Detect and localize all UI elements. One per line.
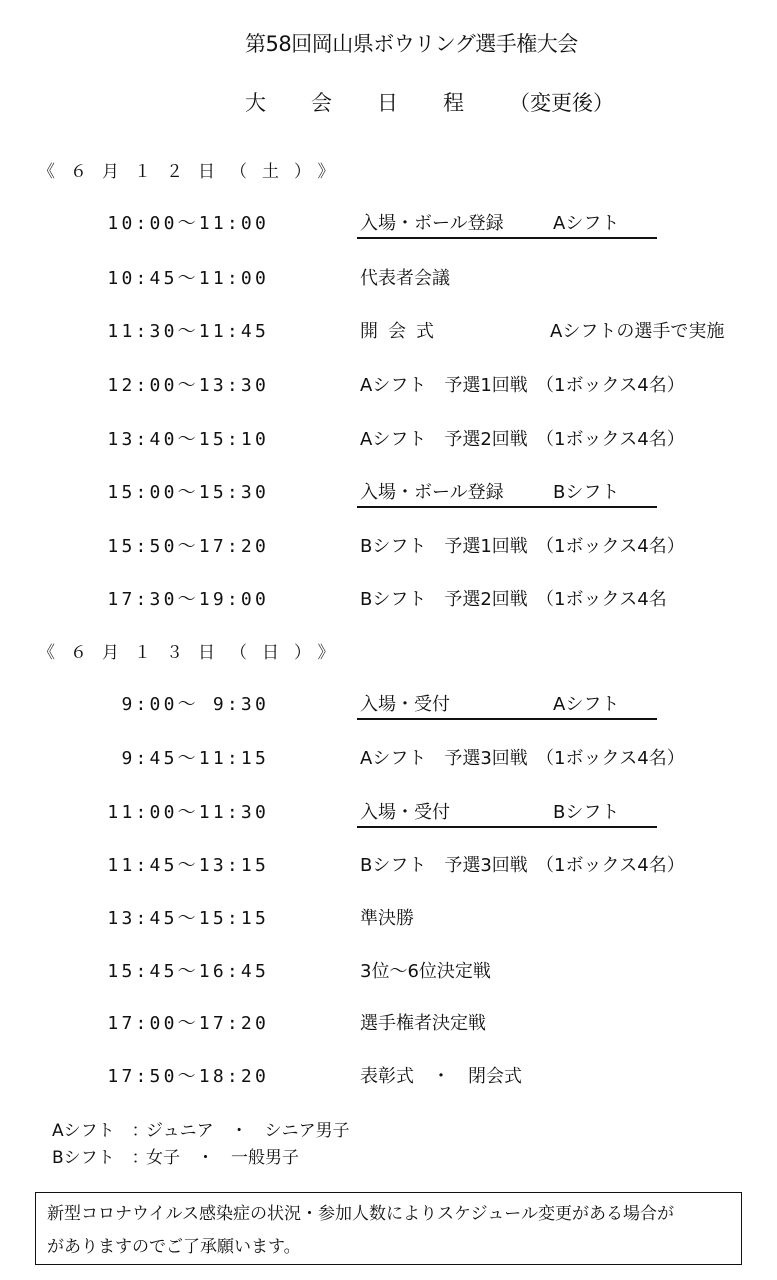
row-time: 17:30～19:00 xyxy=(107,589,269,610)
row-event: Bシフト 予選3回戦 xyxy=(360,855,528,876)
row-tag: （1ボックス4名） xyxy=(536,855,685,876)
row-tag: （1ボックス4名） xyxy=(536,536,685,557)
document-title: 第58回岡山県ボウリング選手権大会 xyxy=(245,32,578,56)
row-time: 11:00～11:30 xyxy=(107,802,269,823)
row-time: 13:45～15:15 xyxy=(107,908,269,929)
schedule-row xyxy=(0,957,777,987)
legend-key: Aシフト ： xyxy=(52,1121,149,1141)
schedule-row xyxy=(0,851,777,881)
row-tag: （1ボックス4名） xyxy=(536,375,685,396)
row-event: 開会式 xyxy=(360,321,444,342)
subtitle-suffix: （変更後） xyxy=(509,91,614,115)
row-underline xyxy=(357,237,657,239)
day2-header: 《６月１３日（日）》 xyxy=(38,643,350,663)
row-time: 11:45～13:15 xyxy=(107,855,269,876)
row-event: Bシフト 予選1回戦 xyxy=(360,536,528,557)
schedule-row xyxy=(0,1009,777,1039)
row-event: Bシフト 予選2回戦 xyxy=(360,589,528,610)
row-event: 入場・受付 xyxy=(360,802,450,823)
row-event: 代表者会議 xyxy=(360,268,450,289)
row-event: Aシフト 予選2回戦 xyxy=(360,429,528,450)
row-tag: Aシフトの選手で実施 xyxy=(550,321,725,342)
row-time: 9:00～ 9:30 xyxy=(121,694,269,715)
row-time: 15:00～15:30 xyxy=(107,482,269,503)
row-tag: Aシフト xyxy=(553,694,620,715)
schedule-row xyxy=(0,798,777,828)
row-tag: Aシフト xyxy=(553,213,620,234)
schedule-row xyxy=(0,371,777,401)
row-time: 17:50～18:20 xyxy=(107,1066,269,1087)
row-event: 準決勝 xyxy=(360,908,414,929)
row-time: 10:45～11:00 xyxy=(107,268,269,289)
row-tag: （1ボックス4名 xyxy=(536,589,667,610)
notice-line-2: がありますのでご了承願います。 xyxy=(47,1237,301,1257)
row-tag: （1ボックス4名） xyxy=(536,429,685,450)
day1-header: 《６月１２日（土）》 xyxy=(38,162,350,182)
row-event: 入場・ボール登録 xyxy=(360,213,504,234)
schedule-row xyxy=(0,690,777,720)
row-event: 選手権者決定戦 xyxy=(360,1013,486,1034)
schedule-row xyxy=(0,532,777,562)
row-tag: （1ボックス4名） xyxy=(536,748,685,769)
schedule-row xyxy=(0,744,777,774)
row-tag: Bシフト xyxy=(553,802,620,823)
legend-item xyxy=(52,1116,350,1141)
schedule-row xyxy=(0,1062,777,1092)
legend-item xyxy=(52,1143,299,1168)
row-event: 入場・受付 xyxy=(360,694,450,715)
row-time: 10:00～11:00 xyxy=(107,213,269,234)
schedule-row xyxy=(0,478,777,508)
row-time: 12:00～13:30 xyxy=(107,375,269,396)
schedule-row xyxy=(0,264,777,294)
row-time: 15:45～16:45 xyxy=(107,961,269,982)
row-underline xyxy=(357,718,657,720)
row-event: Aシフト 予選1回戦 xyxy=(360,375,528,396)
row-event: 入場・ボール登録 xyxy=(360,482,504,503)
row-event: 3位～6位決定戦 xyxy=(360,961,491,982)
schedule-row xyxy=(0,209,777,239)
row-time: 9:45～11:15 xyxy=(121,748,269,769)
row-event: Aシフト 予選3回戦 xyxy=(360,748,528,769)
schedule-row xyxy=(0,904,777,934)
row-underline xyxy=(357,506,657,508)
legend-value: ジュニア ・ シニア男子 xyxy=(146,1121,350,1141)
notice-box xyxy=(35,1192,742,1265)
row-time: 11:30～11:45 xyxy=(107,321,269,342)
row-time: 13:40～15:10 xyxy=(107,429,269,450)
row-time: 15:50～17:20 xyxy=(107,536,269,557)
subtitle-main: 大会日程 xyxy=(245,91,509,115)
notice-line-1: 新型コロナウイルス感染症の状況・参加人数によりスケジュール変更がある場合が xyxy=(47,1204,674,1224)
legend-key: Bシフト ： xyxy=(52,1148,149,1168)
legend-value: 女子 ・ 一般男子 xyxy=(146,1148,299,1168)
row-underline xyxy=(357,826,657,828)
schedule-row xyxy=(0,425,777,455)
schedule-row xyxy=(0,317,777,347)
row-event: 表彰式 ・ 閉会式 xyxy=(360,1066,522,1087)
document-subtitle xyxy=(245,87,614,117)
row-time: 17:00～17:20 xyxy=(107,1013,269,1034)
row-tag: Bシフト xyxy=(553,482,620,503)
schedule-row xyxy=(0,585,777,615)
